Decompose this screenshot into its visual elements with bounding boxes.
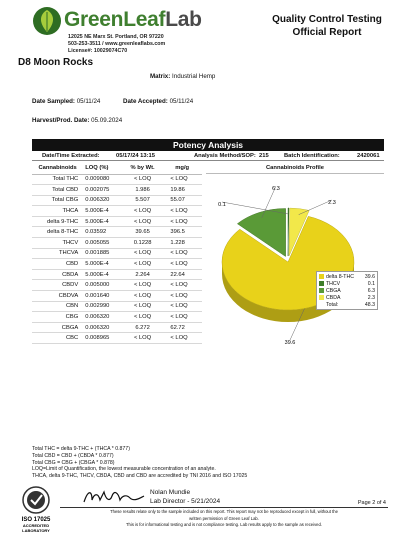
legend-total-label: Total:	[326, 301, 339, 308]
percent-value: < LOQ	[123, 174, 163, 185]
loq-value: 5.000E-4	[83, 259, 123, 270]
legend-total	[319, 301, 375, 308]
loq-value: 0.03592	[83, 227, 123, 238]
profile-title: Cannabinoids Profile	[206, 162, 384, 174]
report-title: Quality Control Testing Official Report	[272, 14, 382, 38]
mg-value: < LOQ	[162, 280, 202, 291]
note-line: Total CBD = CBD + (CBDA * 0.877)	[32, 452, 114, 459]
table-row	[32, 312, 202, 323]
contact-line: 503-253-3511 / www.greenleaflabs.com	[68, 41, 166, 47]
percent-value: 0.1228	[123, 238, 163, 249]
percent-value: 6.272	[123, 322, 163, 333]
table-row	[32, 333, 202, 344]
cannabinoid-name: CBC	[32, 333, 83, 344]
loq-value: 0.001640	[83, 291, 123, 302]
percent-value: < LOQ	[123, 216, 163, 227]
legend-label: CBGA	[326, 287, 341, 294]
footer-disclaimer: These results relate only to the sample included on this report. This report may not be reproduced except in full, without the written permission of Green Leaf Lab. This is for informational testing and is not compliance testing. Lab results apply to the sample as received.	[60, 507, 388, 529]
pie-slice-thcv	[288, 208, 289, 256]
legend-swatch	[319, 274, 324, 279]
slice-label: 6.3	[272, 186, 280, 192]
harvest-date: Harvest/Prod. Date: 05.09.2024	[32, 117, 123, 124]
mg-value: < LOQ	[162, 174, 202, 185]
analysis-info: Date/Time Extracted: 05/17/24 13:15 Analysis Method/SOP: 215 Batch Identification: 2420061	[32, 151, 384, 161]
legend-value: 39.6	[364, 273, 375, 280]
mg-value: < LOQ	[162, 259, 202, 270]
mg-value: 1.228	[162, 238, 202, 249]
signer-name: Nolan Mundie	[150, 489, 191, 496]
column-header: LOQ (%)	[83, 162, 123, 174]
percent-value: < LOQ	[123, 312, 163, 323]
table-row	[32, 174, 202, 185]
mg-value: 62.72	[162, 322, 202, 333]
mg-value: < LOQ	[162, 216, 202, 227]
legend-item	[319, 294, 375, 301]
loq-value: 0.006320	[83, 322, 123, 333]
legend-value: 6.3	[367, 287, 375, 294]
table-row	[32, 269, 202, 280]
legend-item	[319, 280, 375, 287]
loq-value: 0.005055	[83, 238, 123, 249]
mg-value: 55.07	[162, 195, 202, 206]
cannabinoid-name: delta 9-THC	[32, 216, 83, 227]
loq-value: 5.000E-4	[83, 216, 123, 227]
license-line: License#: 10029074C70	[68, 48, 128, 54]
column-header: mg/g	[162, 162, 202, 174]
cannabinoid-name: THCV	[32, 238, 83, 249]
percent-value: 39.65	[123, 227, 163, 238]
slice-label: 0.1	[218, 202, 226, 208]
mg-value: < LOQ	[162, 206, 202, 217]
cannabinoid-name: CBG	[32, 312, 83, 323]
loq-value: 0.006320	[83, 195, 123, 206]
signer-title: Lab Director - 5/21/2024	[150, 498, 221, 505]
signature-image	[82, 486, 146, 506]
legend-label: delta 8-THC	[326, 273, 354, 280]
note-line: Total CBG = CBG + (CBGA * 0.878)	[32, 459, 115, 466]
legend-swatch	[319, 281, 324, 286]
loq-value: 0.001885	[83, 248, 123, 259]
loq-value: 0.002990	[83, 301, 123, 312]
page-number: Page 2 of 4	[357, 500, 386, 506]
mg-value: < LOQ	[162, 248, 202, 259]
note-line: LOQ=Limit of Quantification, the lowest measurable concentration of an analyte.	[32, 466, 216, 473]
date-sampled: Date Sampled: 05/11/24	[32, 98, 101, 105]
date-accepted: Date Accepted: 05/11/24	[123, 98, 194, 105]
address-line: 12025 NE Marx St. Portland, OR 97220	[68, 34, 164, 40]
percent-value: 1.986	[123, 185, 163, 196]
percent-value: < LOQ	[123, 291, 163, 302]
cannabinoid-name: CBDA	[32, 269, 83, 280]
percent-value: 2.264	[123, 269, 163, 280]
percent-value: < LOQ	[123, 259, 163, 270]
iso-line3: LABORATORY	[22, 528, 50, 533]
loq-value: 0.006320	[83, 312, 123, 323]
slice-label: 39.6	[284, 340, 296, 346]
cannabinoid-name: CBDVA	[32, 291, 83, 302]
column-header: Cannabinoids	[32, 162, 83, 174]
leaf-logo-icon	[32, 6, 62, 36]
percent-value: < LOQ	[123, 301, 163, 312]
legend-item	[319, 273, 375, 280]
table-row	[32, 216, 202, 227]
mg-value: < LOQ	[162, 333, 202, 344]
cannabinoid-table	[32, 162, 202, 344]
table-row	[32, 322, 202, 333]
iso-line2: ACCREDITED	[22, 523, 50, 528]
cannabinoid-pie-chart	[206, 174, 386, 360]
slice-leader-line	[299, 200, 332, 215]
table-row	[32, 185, 202, 196]
legend-item	[319, 287, 375, 294]
loq-value: 0.005000	[83, 280, 123, 291]
legend-label: THCV	[326, 280, 341, 287]
table-row	[32, 280, 202, 291]
legend-swatch	[319, 288, 324, 293]
signer-block	[150, 488, 220, 506]
table-row	[32, 291, 202, 302]
cannabinoid-name: Total THC	[32, 174, 83, 185]
table-row	[32, 301, 202, 312]
loq-value: 0.002075	[83, 185, 123, 196]
percent-value: < LOQ	[123, 248, 163, 259]
table-row	[32, 238, 202, 249]
table-row	[32, 206, 202, 217]
legend-label: CBDA	[326, 294, 341, 301]
legend-value: 2.3	[367, 294, 375, 301]
mg-value: 22.64	[162, 269, 202, 280]
brand-name: GreenLeafLab	[64, 8, 202, 31]
cannabinoid-name: CBDV	[32, 280, 83, 291]
cannabinoid-name: THCVA	[32, 248, 83, 259]
percent-value: 5.507	[123, 195, 163, 206]
formula-notes	[32, 446, 247, 480]
potency-title: Potency Analysis	[32, 139, 384, 151]
note-line: THCA, delta 9-THC, THCV, CBDA, CBD and CBD are accredited by TNI 2016 and ISO 17025	[32, 473, 248, 480]
mg-value: < LOQ	[162, 291, 202, 302]
mg-value: 19.86	[162, 185, 202, 196]
percent-value: < LOQ	[123, 280, 163, 291]
table-row	[32, 195, 202, 206]
mg-value: 396.5	[162, 227, 202, 238]
table-row	[32, 248, 202, 259]
legend-total-value: 48.3	[364, 301, 375, 308]
iso-accreditation-badge	[16, 486, 56, 536]
loq-value: 5.000E-4	[83, 206, 123, 217]
table-row	[32, 227, 202, 238]
table-row	[32, 259, 202, 270]
iso-line1: ISO 17025	[21, 517, 51, 523]
slice-leader-line	[222, 202, 288, 214]
cannabinoid-name: delta 8-THC	[32, 227, 83, 238]
column-header: % by Wt.	[123, 162, 163, 174]
loq-value: 0.009080	[83, 174, 123, 185]
loq-value: 0.008965	[83, 333, 123, 344]
cannabinoid-name: Total CBG	[32, 195, 83, 206]
note-line: Total THC = delta 9-THC + (THCA * 0.877)	[32, 446, 130, 452]
mg-value: < LOQ	[162, 301, 202, 312]
cannabinoid-name: THCA	[32, 206, 83, 217]
loq-value: 5.000E-4	[83, 269, 123, 280]
legend-value: 0.1	[367, 280, 375, 287]
cannabinoid-name: Total CBD	[32, 185, 83, 196]
cannabinoid-name: CBD	[32, 259, 83, 270]
chart-legend	[316, 271, 378, 310]
legend-swatch	[319, 295, 324, 300]
cannabinoid-name: CBGA	[32, 322, 83, 333]
table-header-row	[32, 162, 202, 174]
slice-label: 2.3	[328, 200, 336, 206]
percent-value: < LOQ	[123, 333, 163, 344]
percent-value: < LOQ	[123, 206, 163, 217]
cannabinoid-name: CBN	[32, 301, 83, 312]
matrix-line: Matrix: Industrial Hemp	[150, 73, 216, 80]
mg-value: < LOQ	[162, 312, 202, 323]
sample-name: D8 Moon Rocks	[18, 57, 94, 68]
